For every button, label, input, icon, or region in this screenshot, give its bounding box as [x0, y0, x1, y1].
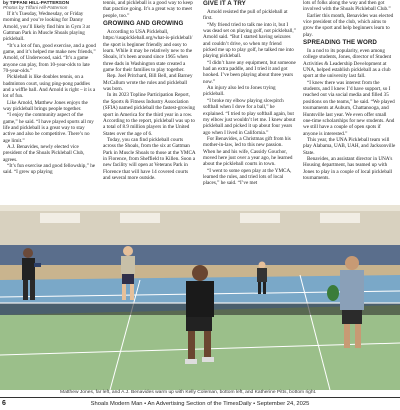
subheading-spreading: SPREADING THE WORD: [303, 39, 377, 47]
footer-text: Shoals Modern Man • An Advertising Section of the TimesDaily • September 24, 2025: [90, 401, 310, 407]
paddle: [327, 285, 339, 301]
paragraph: “I enjoy the community aspect of the game,” he said. “I have played sports all my life and pickleball is a great way to stay active and also be competitive. There’s no age limit.”: [3, 112, 94, 144]
photo-credit: Photos by Tiffani Hill-Patterson: [3, 5, 68, 11]
article-column-4: [303, 0, 396, 181]
paragraph: tennis, and pickleball is a good way to keep that practice going. It’s a great way to meet people, too.”: [103, 0, 193, 19]
paragraph: In its 2023 Topline Participation Report, the Sports & Fitness Industry Association (SFIA) named pickleball the fastest-growing sport in America for the third year in a row. According to the report, pickleball was up to a total of 8.9 million players in the United States over the age of 6.: [103, 92, 195, 137]
subheading-growing: GROWING AND GROWING: [103, 20, 184, 28]
photo-caption: Matthew Jones, far left, and A.J. Benavides warm up with Kelly Coleman, bottom left, and Katherine Pitts, bottom right.: [60, 390, 317, 395]
paragraph: “It’s a lot of fun, good exercise, and a good game, and it’s helped me make new friends,” Arnold, of Underwood, said. “It’s a game anyone can play, from 10-year-olds to late 70-year-olds.”: [3, 42, 96, 74]
article-column-3: [203, 0, 296, 187]
paragraph: An injury also led to Jones trying pickleball.: [203, 85, 276, 98]
page-footer: [0, 399, 400, 410]
paragraph: lots of folks along the way and then got involved with the Shoals Pickleball Club.”: [303, 0, 391, 13]
subheading-give-it-a-try: GIVE IT A TRY: [203, 0, 246, 7]
paragraph: “It’s fun exercise and good fellowship,” he said. “I grew up playing: [3, 163, 96, 176]
paragraph: In a nod to its popularity, even among college students, Jones, director of Student Activities & Leadership Development at UNA, helped establish pickleball as a club sport at the university last fall.: [303, 48, 392, 80]
paragraph: For Benavides, a Christmas gift from his mother-in-law, led to this new passion. When he and his wife, Cassidy Gouchor, moved here just over a year ago, he learned about the pickleball courts in town.: [203, 135, 293, 168]
paragraph: Benavides, an assistant director in UNA’s Housing department, has teamed up with Jones to play in a couple of local pickleball tournaments.: [303, 155, 393, 181]
paragraph: Pickleball is like doubles tennis, on a badminton court, using ping-pong paddles and a wiffle ball. And Arnold is right – it is a lot of fun.: [3, 74, 96, 100]
article-column-1: [3, 0, 96, 176]
paragraph: According to USA Pickleball, https://usapickleball.org/what-is-pickleball/ the sport is beginner friendly and easy to learn. While it may be relatively new to the Shoals, it’s been around since 1965 when three dads in Washington state created a game for their families to play together.: [103, 29, 193, 74]
paragraph: Like Arnold, Matthew Jones enjoys the way pickleball brings people together.: [3, 99, 88, 112]
paragraph: A.J. Benavides, newly elected vice president of the Shoals Pickleball Club, agrees.: [3, 144, 85, 163]
byline-author: by TIFFANI HILL-PATTERSON: [3, 0, 69, 5]
paragraph: “I knew there was interest from the students, and I knew I’d have support, so I reached out via social media and filled 35 positions on the teams,” he said. “We played tournaments at Auburn, Chattanooga, and Huntsville last year. We even offer small one-time scholarships for new students. And we still have a couple of open spots if anyone is interested.”: [303, 79, 395, 137]
footer-rule: [0, 397, 400, 398]
paragraph: Earlier this month, Benavides was elected vice president of the club, which aims to grow the sport and help beginners learn to play.: [303, 12, 394, 38]
paragraph: “I went to some open play at the YMCA, learned the rules, and tried lots of local places,” he said. “I’ve met: [203, 167, 292, 187]
paragraph: “My friend tried to talk me into it, but I was dead set on playing golf, not pickleball,” Arnold said. “But I started having seizures and couldn’t drive, so when my friend picked me up to play golf, he talked me into playing pickleball.: [203, 21, 296, 60]
paragraph: This year, the UNA Pickleball team will play Alabama, UAB, UAH, and Jacksonville State.: [303, 136, 396, 156]
page-number: 6: [2, 400, 6, 407]
paragraph: Rep. Joel Pritchard, Bill Bell, and Barney McCallum wrote the rules and pickleball was born.: [103, 73, 193, 93]
paragraph: Today, you can find pickleball courts across the Shoals, from the six at Gattman Park in Muscle Shoals to those at the YMCA in Florence, from Sheffield to Killen. Soon a new facility will open at Veterans Park in Florence that will have 14 covered courts and several more outside.: [103, 136, 196, 181]
gym-court-illustration: [0, 205, 400, 390]
byline: [3, 0, 96, 11]
paragraph: Arnold resisted the pull of pickleball at first.: [203, 9, 288, 22]
paragraph: “I broke my elbow playing slowpitch softball when I dove for a ball,” he explained. “I tried to play softball again, but my elbow just wouldn’t let me. I knew about pickleball and picked it up about four years ago when I lived in California.”: [203, 97, 296, 136]
pickleball-photo: [0, 205, 400, 390]
article-column-2: [103, 0, 196, 181]
paragraph: If it’s Tuesday, Wednesday, or Friday morning and you’re looking for Danny Arnold, you’ll likely find him in Gym 3 at Gattman Park in Muscle Shoals playing pickleball.: [3, 10, 90, 43]
paragraph: “I didn’t have any equipment, but someone had an extra paddle, and I tried it and got hooked. I’ve been playing about three years now.”: [203, 59, 296, 85]
